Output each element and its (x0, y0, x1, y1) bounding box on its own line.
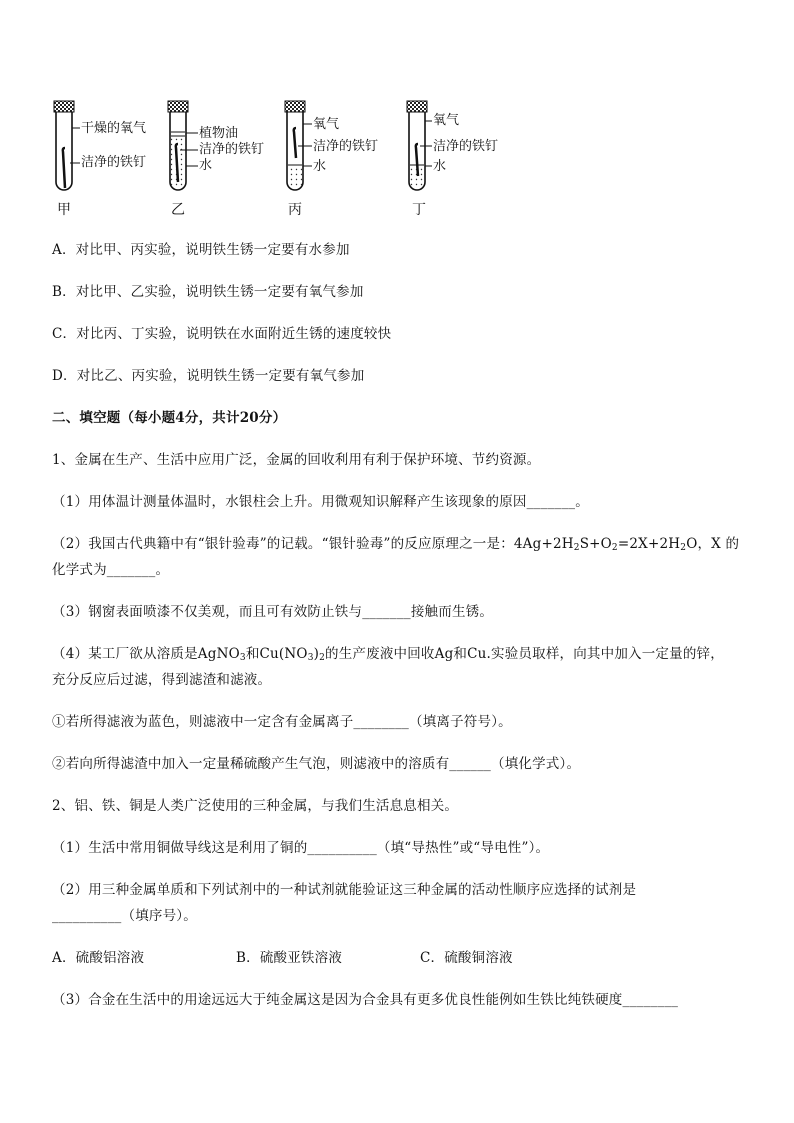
q1-part2-text-d: O，X 的 (686, 536, 740, 552)
q1-part2-text-a: （2）我国古代典籍中有“银针验毒”的记载。“银针验毒”的反应原理之一是：4Ag+2H (52, 536, 574, 552)
q2-part2: （2）用三种金属单质和下列试剂中的一种试剂就能验证这三种金属的活动性顺序应选择的试剂是 (52, 882, 637, 898)
q1-part4-text-a: （4）某工厂欲从溶质是AgNO (52, 646, 240, 662)
tube-ding-caption: 丁 (412, 202, 426, 218)
tube-ding-label-2: 洁净的铁钉 (433, 139, 499, 154)
option-d: D．对比乙、丙实验，说明铁生锈一定要有氧气参加 (52, 368, 365, 384)
tube-jia (54, 101, 80, 190)
subscript: 2 (611, 543, 618, 553)
tube-bing-label-3: 水 (313, 159, 327, 174)
tube-jia-label-2: 洁净的铁钉 (81, 155, 147, 170)
tube-bing-caption: 丙 (288, 202, 302, 218)
tube-bing-label-2: 洁净的铁钉 (313, 139, 379, 154)
subscript: 2 (680, 543, 687, 553)
q1-part2-line2: 化学式为_______。 (52, 562, 170, 578)
subscript: 3 (307, 653, 314, 663)
tube-jia-label-1: 干燥的氧气 (81, 121, 147, 136)
q1-part2-text-c: =2X+2H (617, 536, 681, 552)
q1-part2-text-b: S+O (579, 536, 612, 552)
tube-bing-label-1: 氧气 (313, 117, 340, 132)
section-title: 二、填空题（每小题4分，共计20分） (52, 410, 287, 426)
q2-choice-b: B．硫酸亚铁溶液 (236, 950, 343, 966)
subscript: 2 (319, 653, 326, 663)
tube-ding-label-1: 氧气 (433, 113, 460, 128)
q1-part4 (52, 644, 724, 664)
tube-yi-label-1: 植物油 (199, 126, 239, 141)
q1-part2 (52, 534, 739, 554)
q2-part1: （1）生活中常用铜做导线这是利用了铜的__________（填“导热性”或“导电性”）。 (52, 840, 550, 856)
option-a: A．对比甲、丙实验，说明铁生锈一定要有水参加 (52, 242, 350, 258)
q2-part3: （3）合金在生活中的用途远远大于纯金属这是因为合金具有更多优良性能例如生铁比纯铁硬度________ (52, 992, 679, 1008)
q1-part4-text-c: ) (313, 646, 320, 662)
q1-part1: （1）用体温计测量体温时，水银柱会上升。用微观知识解释产生该现象的原因_______。 (52, 494, 589, 510)
q1-part3: （3）钢窗表面喷漆不仅美观，而且可有效防止铁与_______接触而生锈。 (52, 604, 494, 620)
q2-choice-a: A．硫酸铝溶液 (52, 950, 145, 966)
q1-part4-text-b: 和Cu(NO (245, 646, 308, 662)
q2-choice-c: C．硫酸铜溶液 (420, 950, 513, 966)
experiment-figure (40, 88, 560, 228)
tube-ding-label-3: 水 (433, 159, 447, 174)
q1-stem: 1、金属在生产、生活中应用广泛，金属的回收利用有利于保护环境、节约资源。 (52, 452, 541, 468)
q1-sub1: ①若所得滤液为蓝色，则滤液中一定含有金属离子________（填离子符号）。 (52, 714, 512, 730)
tube-yi-label-3: 水 (199, 158, 213, 173)
q2-stem: 2、铝、铁、铜是人类广泛使用的三种金属，与我们生活息息相关。 (52, 798, 459, 814)
tube-ding (407, 101, 432, 190)
tube-yi-label-2: 洁净的铁钉 (199, 142, 265, 157)
subscript: 3 (239, 653, 246, 663)
q1-part4-text-d: 的生产废液中回收Ag和Cu.实验员取样，向其中加入一定量的锌， (325, 646, 724, 662)
q1-sub2: ②若向所得滤渣中加入一定量稀硫酸产生气泡，则滤液中的溶质有______（填化学式）。 (52, 756, 581, 772)
subscript: 2 (573, 543, 580, 553)
tube-jia-caption: 甲 (57, 202, 71, 218)
tube-bing (285, 101, 312, 190)
q1-part4-line2: 充分反应后过滤，得到滤渣和滤液。 (52, 672, 272, 688)
q2-part2-line2: __________（填序号）。 (52, 908, 197, 924)
tube-yi (168, 101, 198, 190)
tube-yi-caption: 乙 (171, 202, 185, 218)
option-c: C．对比丙、丁实验，说明铁在水面附近生锈的速度较快 (52, 326, 392, 342)
option-b: B．对比甲、乙实验，说明铁生锈一定要有氧气参加 (52, 284, 364, 300)
